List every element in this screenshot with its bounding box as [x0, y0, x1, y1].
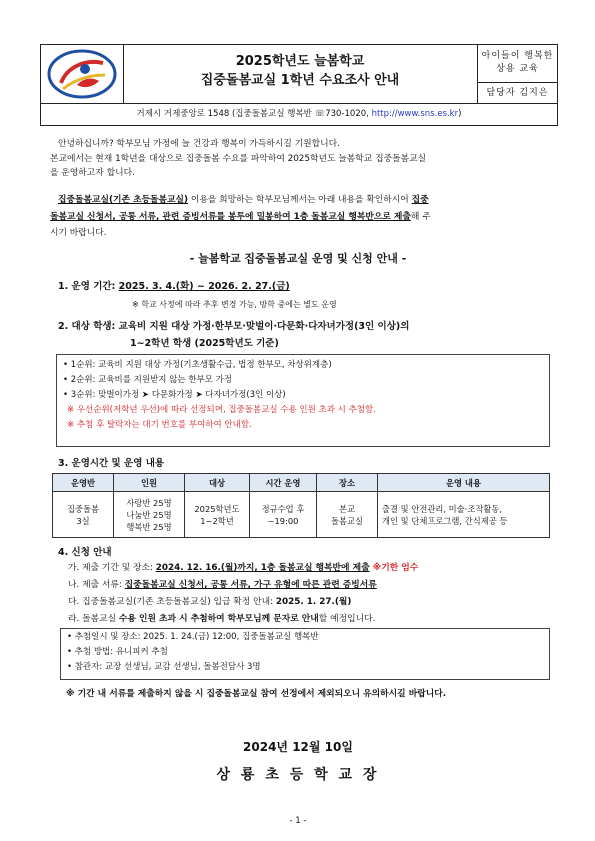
- cell-line: 돌봄교실: [330, 515, 364, 526]
- intro-line-1: 안녕하십니까? 학부모님 가정에 늘 건강과 행복이 가득하시길 기원합니다.: [58, 139, 340, 149]
- table-cell-class: [53, 492, 114, 538]
- cell-line: 출결 및 안전관리, 미술·조작활동,: [382, 503, 503, 514]
- cell-line: 정규수업 후: [261, 503, 305, 514]
- title-line-1: 2025학년도 늘봄학교: [235, 54, 365, 69]
- principal-signature: 상 룡 초 등 학 교 장: [216, 767, 380, 783]
- table-header: 운영반: [53, 474, 114, 492]
- cell-line: 나눔반 25명: [126, 509, 172, 520]
- document-date: 2024년 12월 10일: [243, 740, 353, 754]
- intro-paragraph-2-cont: [50, 210, 550, 225]
- intro-line-3: 을 운영하고자 합니다.: [50, 168, 135, 178]
- cell-line: ~19:00: [267, 515, 299, 526]
- section-4-item-b: [68, 579, 568, 592]
- priority-note-1: ※ 우선순위(저학년 우선)에 따라 선정되며, 집중돌봄교실 수용 인원 초과 시 추첨함.: [67, 405, 376, 415]
- table-cell-content: [378, 492, 550, 538]
- intro-p2-text: 이용을 희망하는 학부모님께서는 아래 내용을 확인하시어: [188, 195, 412, 205]
- motto-line-1: 아이들이 행복한: [481, 51, 554, 61]
- section-4-label: 4. 신청 안내: [58, 547, 112, 558]
- item-a-prefix: 가. 제출 기간 및 장소:: [68, 563, 156, 573]
- cell-line: 본교: [338, 503, 356, 514]
- item-c-emph: 2025. 1. 27.(월): [275, 597, 352, 607]
- cell-line: 개인 및 단체프로그램, 간식제공 등: [382, 515, 508, 526]
- cell-line: 집중돌봄: [66, 503, 100, 514]
- section-1-period: [58, 280, 558, 293]
- table-cell-people: [114, 492, 185, 538]
- cell-line: 3실: [76, 515, 90, 526]
- table-cell-target: [185, 492, 250, 538]
- section-subtitle: - 늘봄학교 집중돌봄교실 운영 및 신청 안내 -: [189, 252, 407, 265]
- table-header: 대상: [185, 474, 250, 492]
- intro-line-2: 본교에서는 현재 1학년을 대상으로 집중돌봄 수요를 파악하여 2025학년도 늘봄학교 집중돌봄교실: [50, 154, 427, 164]
- table-header: 운영 내용: [378, 474, 550, 492]
- submission-warning: ※ 기간 내 서류를 제출하지 않을 시 집중돌봄교실 참여 선정에서 제외되오니 유의하시길 바랍니다.: [66, 689, 447, 699]
- document-header: [40, 44, 558, 126]
- school-address: [41, 103, 557, 126]
- page-number: - 1 -: [289, 816, 307, 826]
- address-end: ): [458, 109, 462, 119]
- item-d-end: 할 예정입니다.: [318, 614, 376, 624]
- item-c-prefix: 다. 집중돌봄교실(기존 초등돌봄교실) 입급 확정 안내:: [68, 597, 276, 607]
- table-cell-place: [317, 492, 378, 538]
- item-b-emph: 집중돌봄교실 신청서, 공통 서류, 가구 유형에 따른 관련 증빙서류: [124, 580, 377, 590]
- school-logo-icon: [41, 45, 123, 103]
- lottery-item: • 추첨일시 및 장소: 2025. 1. 24.(금) 12:00, 집중돌봄교실 행복반: [67, 632, 319, 642]
- item-a-emph: 2024. 12. 16.(월)까지, 1층 돌봄교실 행복반에 제출: [155, 563, 370, 573]
- document-title: [123, 45, 478, 103]
- cell-line: 행복반 25명: [126, 521, 172, 532]
- table-header: 장소: [317, 474, 378, 492]
- section-1-note: ※ 학교 사정에 따라 추후 변경 가능, 방학 중에는 별도 운영: [132, 300, 337, 309]
- section-4-item-d: [68, 613, 568, 626]
- section-2-line-1: 2. 대상 학생: 교육비 지원 대상 가정·한부모·맞벌이·다문화·다자녀가정(3인 이상)의: [58, 321, 410, 332]
- table-row: [53, 492, 550, 538]
- table-header-row: [53, 474, 550, 492]
- school-motto: [478, 45, 557, 83]
- table-header: 인원: [114, 474, 185, 492]
- school-url-link[interactable]: http://www.sns.es.kr: [371, 109, 459, 119]
- service-name: 집중돌봄교실(기존 초등돌봄교실): [58, 195, 189, 205]
- section-1-value: 2025. 3. 4.(화) ~ 2026. 2. 27.(금): [118, 281, 290, 292]
- item-d-prefix: 라. 돌봄교실: [68, 614, 119, 624]
- priority-item: • 2순위: 교육비를 지원받지 않는 한부모 가정: [63, 375, 233, 385]
- table-header: 시간 운영: [250, 474, 317, 492]
- priority-item: • 3순위: 맞벌이가정 ➤ 다문화가정 ➤ 다자녀가정(3인 이상): [63, 390, 286, 400]
- motto-line-2: 상용 교육: [496, 64, 539, 74]
- item-b-prefix: 나. 제출 서류:: [68, 580, 125, 590]
- intro-paragraph-2-end: 시기 바랍니다.: [50, 228, 107, 238]
- address-text: 거제시 거제중앙로 1548 (집중돌봄교실 행복반 ☏730-1020,: [136, 109, 372, 119]
- table-cell-time: [250, 492, 317, 538]
- cell-line: 사랑반 25명: [126, 497, 172, 508]
- section-4-item-a: [68, 562, 568, 575]
- school-logo: [41, 45, 124, 103]
- intro-p2-emph-2: 돌봄교실 신청서, 공통 서류, 관련 증빙서류를 봉투에 밀봉하여 1층 돌봄교실 행복반으로 제출: [50, 212, 411, 222]
- section-3-label: 3. 운영시간 및 운영 내용: [58, 458, 165, 469]
- section-2-line-2: 1~2학년 학생 (2025학년도 기준): [130, 338, 279, 349]
- operation-table: [52, 473, 550, 538]
- intro-paragraph-2: [50, 193, 558, 208]
- lottery-item: • 참관자: 교장 선생님, 교감 선생님, 돌봄전담사 3명: [67, 662, 261, 672]
- section-1-label: 1. 운영 기간:: [58, 281, 119, 292]
- priority-box: [56, 354, 550, 447]
- intro-p2-emph-1: 집중: [411, 195, 429, 205]
- item-d-emph: 수용 인원 초과 시 추첨하여 학부모님께 문자로 안내: [118, 614, 319, 624]
- title-line-2: 집중돌봄교실 1학년 수요조사 안내: [200, 73, 400, 88]
- intro-p2-end: 해 주: [410, 212, 431, 222]
- priority-item: • 1순위: 교육비 지원 대상 가정(기초생활수급, 법정 한부모, 차상위계층): [63, 360, 332, 370]
- item-a-deadline: ※기한 엄수: [369, 563, 419, 573]
- person-in-charge: 담당자 김지은: [486, 88, 549, 98]
- section-4-item-c: [68, 596, 568, 609]
- lottery-box: [60, 628, 550, 680]
- priority-note-2: ※ 추첨 후 탈락자는 대기 번호를 부여하여 안내함.: [67, 420, 252, 430]
- lottery-item: • 추첨 방법: 유니피커 추첨: [67, 647, 168, 657]
- header-right: [478, 45, 557, 103]
- cell-line: 2025학년도: [194, 503, 240, 514]
- cell-line: 1~2학년: [200, 515, 234, 526]
